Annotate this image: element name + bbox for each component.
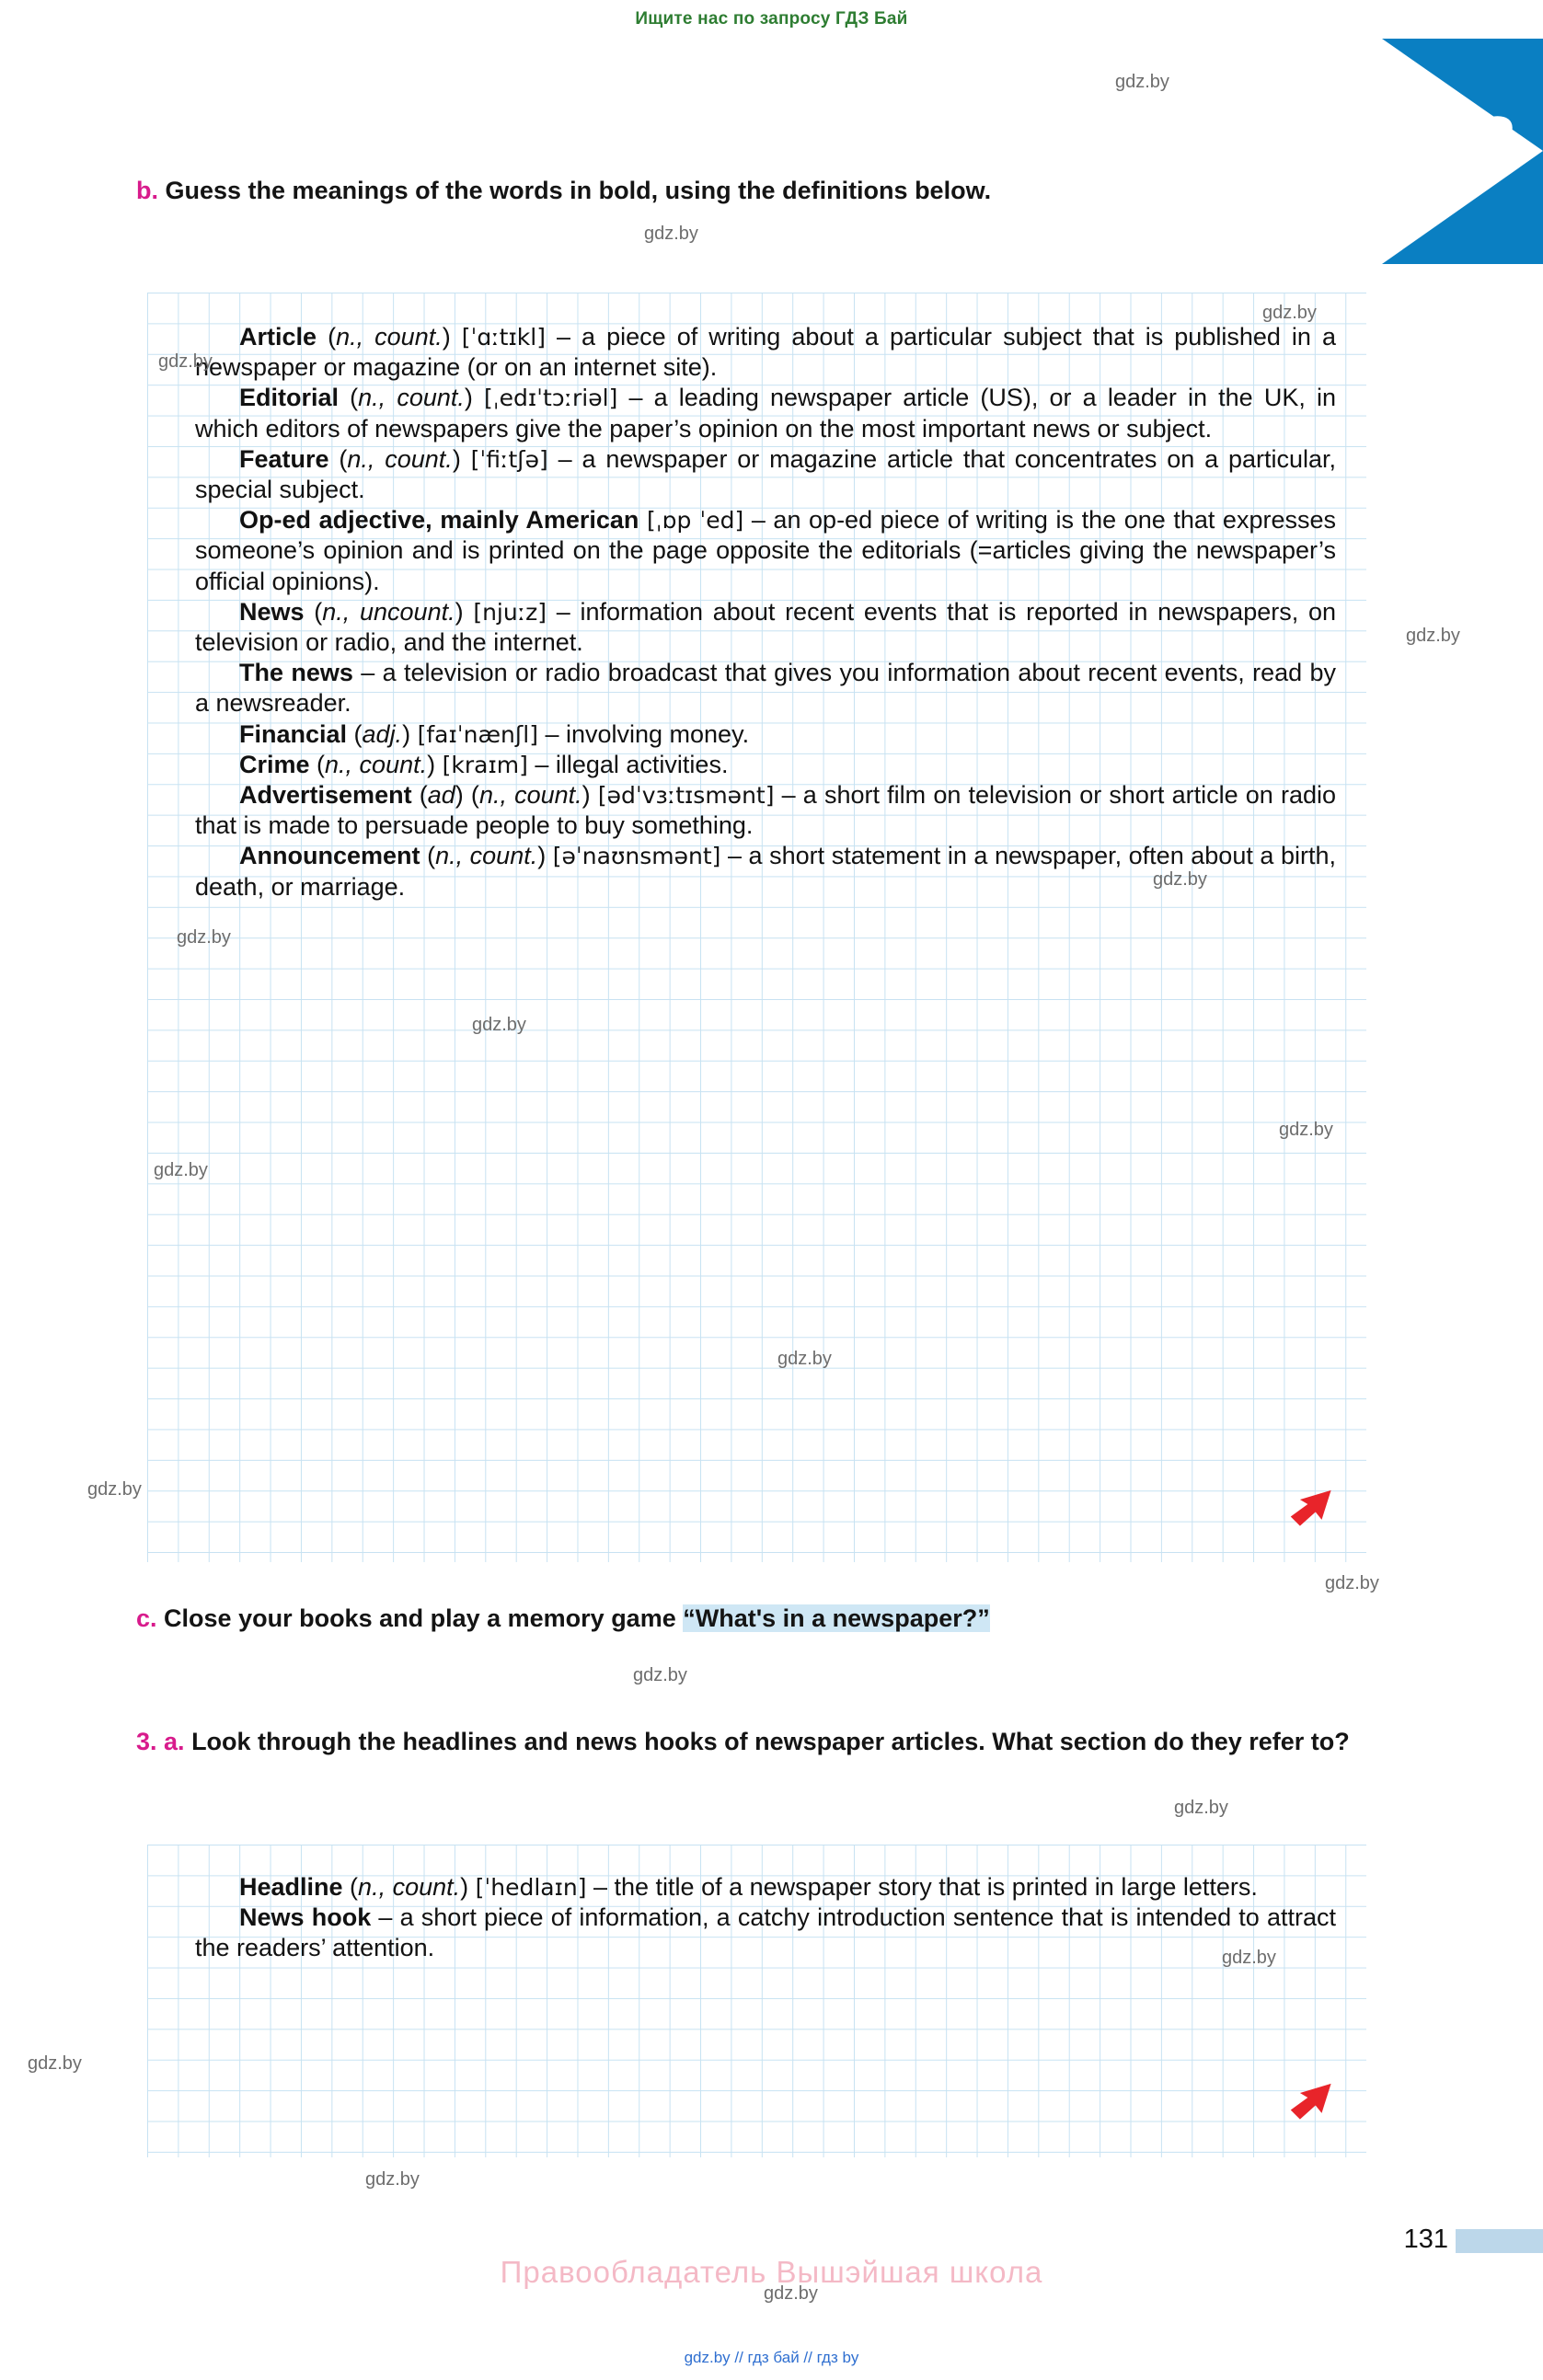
watermark-text: gdz.by xyxy=(28,2053,82,2074)
task-b-heading xyxy=(136,175,1369,207)
watermark-text: gdz.by xyxy=(777,1349,832,1369)
watermark-text: gdz.by xyxy=(87,1479,142,1500)
page-edge-bar xyxy=(1456,2229,1543,2253)
definition-entry: Feature (n., count.) [ˈfiːtʃə] – a newspaper or magazine article that concentrates on a particular, special subject. xyxy=(195,444,1337,504)
watermark-text: gdz.by xyxy=(1222,1948,1276,1968)
watermark-text: gdz.by xyxy=(764,2283,818,2304)
definition-entry: Crime (n., count.) [kraɪm] – illegal activities. xyxy=(239,750,729,778)
chapter-number: 8 xyxy=(1480,103,1515,175)
watermark-text: gdz.by xyxy=(365,2169,420,2190)
watermark-text: gdz.by xyxy=(154,1160,208,1180)
watermark-text: gdz.by xyxy=(1153,869,1207,890)
task-c-heading xyxy=(136,1603,1369,1635)
definition-entry: Headline (n., count.) [ˈhedlaɪn] – the title of a newspaper story that is printed in large letters. xyxy=(239,1873,1258,1901)
watermark-text: gdz.by xyxy=(1262,303,1317,323)
definition-entry: Financial (adj.) [faɪˈnænʃl] – involving money. xyxy=(239,719,750,748)
definitions-list-1 xyxy=(195,322,1336,903)
watermark-text: gdz.by xyxy=(633,1665,687,1685)
task-3a-text: Look through the headlines and news hooks of newspaper articles. What section do they refer to? xyxy=(191,1728,1350,1755)
definition-entry: Editorial (n., count.) [ˌedɪˈtɔːriəl] – a leading newspaper article (US), or a leader in the UK, in which editors of newspapers give the paper’s opinion on the most important news or subject. xyxy=(195,384,1336,443)
watermark-text: gdz.by xyxy=(177,927,231,948)
definition-entry: The news – a television or radio broadcast that gives you information about recent events, read by a newsreader. xyxy=(195,659,1337,718)
definition-entry: Advertisement (ad) (n., count.) [ədˈvɜːtɪsmənt] – a short film on television or short article on radio that is made to persuade people to buy something. xyxy=(195,781,1337,840)
watermark-text: gdz.by xyxy=(1406,626,1460,646)
definitions-list-2 xyxy=(195,1872,1336,1964)
task-b-text: Guess the meanings of the words in bold, using the definitions below. xyxy=(165,177,992,204)
task-c-text: Close your books and play a memory game xyxy=(164,1604,684,1632)
red-arrow-icon xyxy=(1284,2073,1334,2122)
definition-entry: News hook – a short piece of information, a catchy introduction sentence that is intended to attract the readers’ attention. xyxy=(195,1903,1337,1962)
watermark-text: gdz.by xyxy=(472,1015,526,1035)
chapter-corner-tab xyxy=(1382,39,1543,264)
watermark-text: gdz.by xyxy=(1279,1120,1333,1140)
red-arrow-icon xyxy=(1284,1479,1334,1529)
definition-entry: Article (n., count.) [ˈɑːtɪkl] – a piece of writing about a particular subject that is published in a newspaper or magazine (or on an internet site). xyxy=(195,323,1337,382)
definition-entry: Op-ed adjective, mainly American [ˌɒp ˈed] – an op-ed piece of writing is the one that expresses someone’s opinion and is printed on the page opposite the editorials (=articles giving the newspaper’s official opinions). xyxy=(195,506,1336,595)
watermark-text: gdz.by xyxy=(1115,72,1169,92)
task-c-marker: c. xyxy=(136,1604,157,1632)
watermark-text: gdz.by xyxy=(644,224,698,244)
promo-banner-top: Ищите нас по запросу ГДЗ Бай xyxy=(635,9,908,29)
footer-links: gdz.by // гдз бай // гдз by xyxy=(684,2349,859,2366)
task-c-highlight: “What's in a newspaper?” xyxy=(683,1604,990,1632)
copyright-notice: Правообладатель Вышэйшая школа xyxy=(500,2255,1043,2289)
watermark-text: gdz.by xyxy=(1174,1798,1228,1818)
watermark-text: gdz.by xyxy=(158,351,213,372)
page-number: 131 xyxy=(1403,2225,1448,2254)
task-3a-heading xyxy=(136,1726,1369,1758)
corner-wedge-shape xyxy=(1382,39,1543,264)
task-3a-marker: 3. a. xyxy=(136,1728,185,1755)
definition-entry: Announcement (n., count.) [əˈnaʊnsmənt] – a short statement in a newspaper, often about a birth, death, or marriage. xyxy=(195,842,1337,901)
definition-entry: News (n., uncount.) [njuːz] – information about recent events that is reported in newspapers, on television or radio, and the internet. xyxy=(195,597,1336,657)
watermark-text: gdz.by xyxy=(1325,1573,1379,1593)
task-b-marker: b. xyxy=(136,177,158,204)
